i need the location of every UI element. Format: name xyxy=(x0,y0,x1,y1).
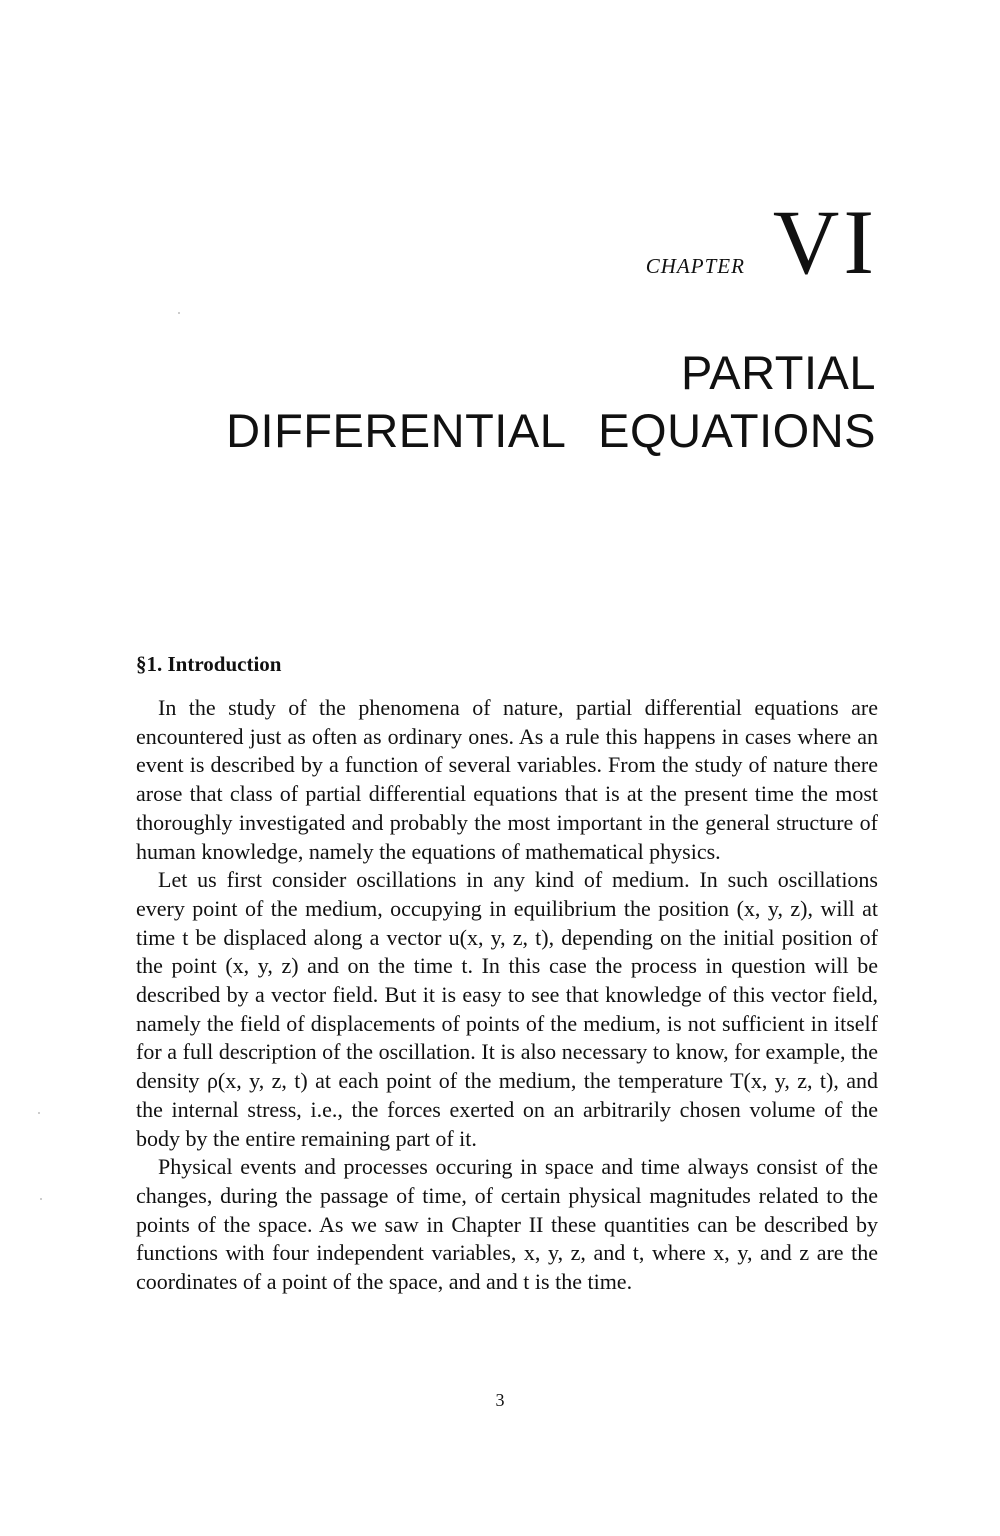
scan-speck xyxy=(40,1198,42,1200)
paragraph: Physical events and processes occuring in space and time always consist of the changes, during the passage of time, of certain physical magnitudes related to the points of the space. As we saw in Chapter II these quantities can be described by functions with four independent variables, x, y, z, and t, where x, y, and z are the coordinates of a point of the space, and and t is the time. xyxy=(136,1154,878,1295)
chapter-heading xyxy=(645,191,878,293)
scan-speck xyxy=(178,312,180,314)
body-text xyxy=(136,694,878,1297)
chapter-label: CHAPTER xyxy=(645,254,745,278)
scan-speck xyxy=(38,1112,40,1114)
chapter-number: VI xyxy=(772,191,878,293)
section-heading: §1. Introduction xyxy=(136,652,282,676)
chapter-title-line1: PARTIAL xyxy=(680,346,876,399)
page-number: 3 xyxy=(495,1390,505,1410)
paragraph: In the study of the phenomena of nature, partial differential equations are encountered just as often as ordinary ones. As a rule this happens in cases where an event is described by a function of several variables. From the study of nature there arose that class of partial differential equations that is at the present time the most thoroughly investigated and probably the most important in the general structure of human knowledge, namely the equations of mathematical physics. xyxy=(136,695,878,864)
chapter-title-line2: DIFFERENTIAL EQUATIONS xyxy=(226,404,876,457)
paragraph: Let us first consider oscillations in any kind of medium. In such oscillations every point of the medium, occupying in equilibrium the position (x, y, z), will at time t be displaced along a vector u(x, y, z, t), depending on the initial position of the point (x, y, z) and on the time t. In this case the process in question will be described by a vector field. But it is easy to see that knowledge of this vector field, namely the field of displacements of points of the medium, is not sufficient in itself for a full description of the oscillation. It is also necessary to know, for example, the density ρ(x, y, z, t) at each point of the medium, the temperature T(x, y, z, t), and the internal stress, i.e., the forces exerted on an arbitrarily chosen volume of the body by the entire remaining part of it. xyxy=(136,867,878,1151)
chapter-title xyxy=(226,344,876,460)
